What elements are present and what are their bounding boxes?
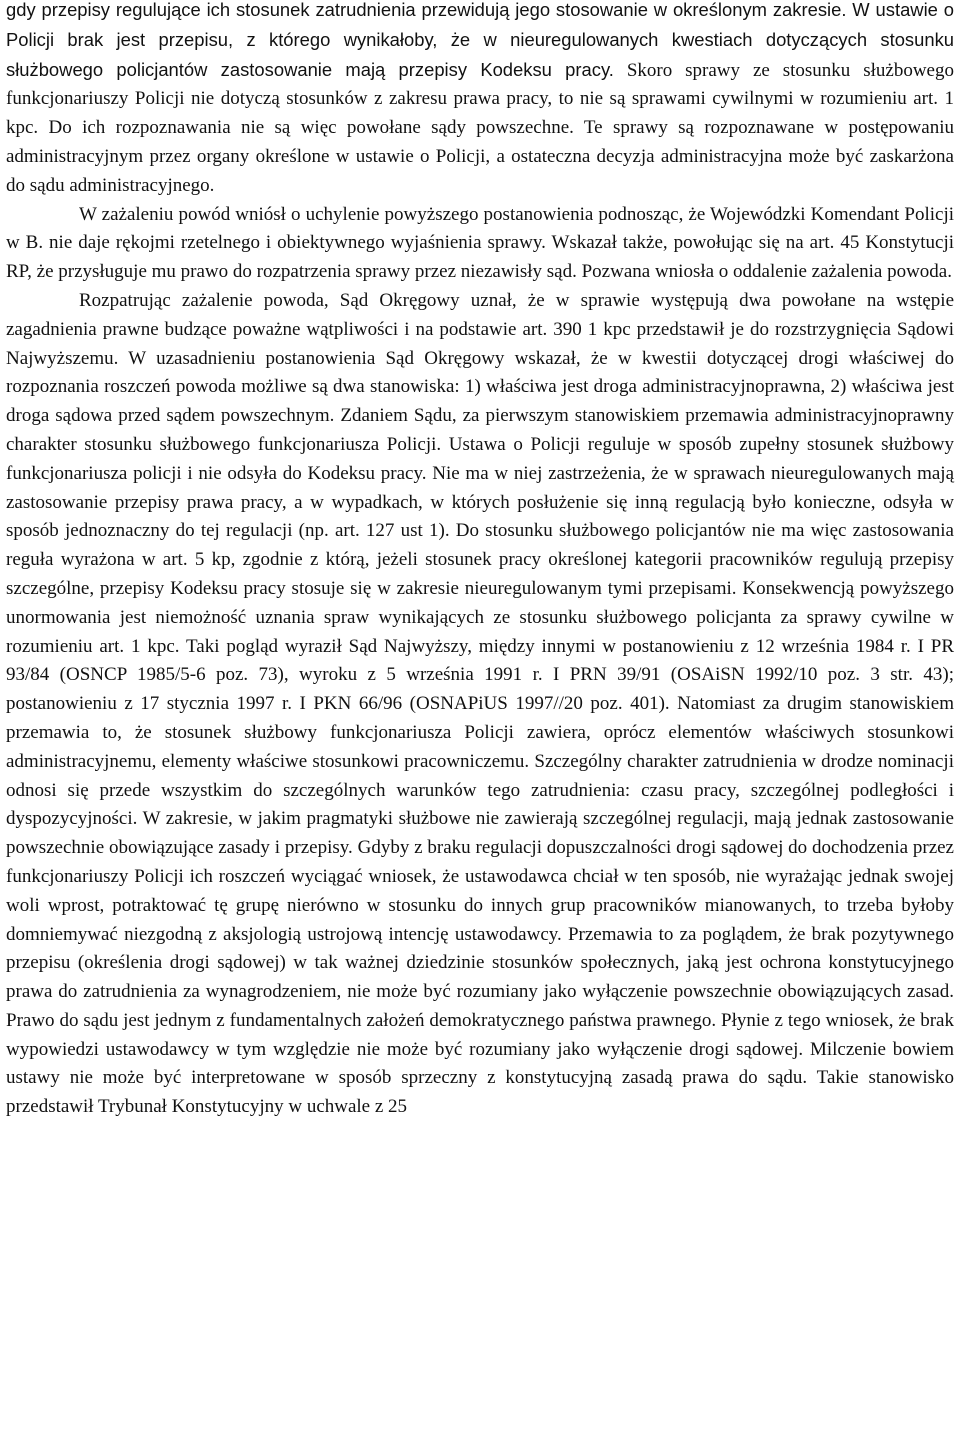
paragraph-1-part-b: Skoro sprawy ze stosunku służbowego funkcjonariuszy Policji nie dotyczą stosunków z zakresu prawa pracy, to nie są sprawami cywilnymi w rozumieniu art. 1 kpc. Do ich rozpoznawania nie są więc powołane sądy powszechne. bbox=[6, 59, 954, 139]
paragraph-1 bbox=[6, 0, 954, 201]
paragraph-1-part-a: gdy przepisy regulujące ich stosunek zatrudnienia przewidują jego stosowanie w określonym zakresie. W ustawie o Policji brak jest przepisu, z którego wynikałoby, że w nieuregulowanych kwestiach dotyczących stosunku służbowego policjantów zastosowanie mają przepisy Kodeksu pracy. bbox=[6, 0, 954, 80]
paragraph-3: Rozpatrując zażalenie powoda, Sąd Okręgowy uznał, że w sprawie występują dwa powołane na wstępie zagadnienia prawne budzące poważne wątpliwości i na podstawie art. 390 1 kpc przedstawił je do rozstrzygnięcia Sądowi Najwyższemu. W uzasadnieniu postanowienia Sąd Okręgowy wskazał, że w kwestii dotyczącej drogi właściwej do rozpoznania roszczeń powoda możliwe są dwa stanowiska: 1) właściwa jest droga administracyjnoprawna, 2) właściwa jest droga sądowa przed sądem powszechnym. Zdaniem Sądu, za pierwszym stanowiskiem przemawia administracyjnoprawny charakter stosunku służbowego funkcjonariusza Policji. Ustawa o Policji reguluje w sposób zupełny stosunek służbowy funkcjonariusza policji i nie odsyła do Kodeksu pracy. Nie ma w niej zastrzeżenia, że w sprawach nieuregulowanych mają zastosowanie przepisy prawa pracy, a w wypadkach, w których posłużenie się inną regulacją było konieczne, odsyła w sposób jednoznaczny do tej regulacji (np. art. 127 ust 1). Do stosunku służbowego policjantów nie ma więc zastosowania reguła wyrażona w art. 5 kp, zgodnie z którą, jeżeli stosunek pracy określonej kategorii pracowników regulują przepisy szczególne, przepisy Kodeksu pracy stosuje się w zakresie nieuregulowanym tymi przepisami. Konsekwencją powyższego unormowania jest niemożność uznania spraw wynikających ze stosunku służbowego policjanta za sprawy cywilne w rozumieniu art. 1 kpc. Taki pogląd wyraził Sąd Najwyższy, między innymi w postanowieniu z 12 września 1984 r. I PR 93/84 (OSNCP 1985/5-6 poz. 73), wyroku z 5 września 1991 r. I PRN 39/91 (OSAiSN 1992/10 poz. 3 str. 43); postanowieniu z 17 stycznia 1997 r. I PKN 66/96 (OSNAPiUS 1997//20 poz. 401). Natomiast za drugim stanowiskiem przemawia to, że stosunek służbowy funkcjonariusza Policji zawiera, oprócz elementów właściwych stosunkowi administracyjnemu, elementy właściwe stosunkowi pracowniczemu. Szczególny charakter zatrudnienia w drodze nominacji odnosi się przede wszystkim do szczególnych warunków tego zatrudnienia: czasu pracy, szczególnej podległości i dyspozycyjności. W zakresie, w jakim pragmatyki służbowe nie zawierają szczególnej regulacji, mają jednak zastosowanie powszechnie obowiązujące zasady i przepisy. Gdyby z braku regulacji dopuszczalności drogi sądowej do dochodzenia przez funkcjonariuszy Policji ich roszczeń wyciągać wniosek, że ustawodawca chciał w ten sposób, nie wyrażając jednak swojej woli wprost, potraktować tę grupę nierówno w stosunku do innych grup pracowników mianowanych, to trzeba byłoby domniemywać niezgodną z aksjologią ustrojową intencję ustawodawcy. Przemawia to za poglądem, że brak pozytywnego przepisu (określenia drogi sądowej) w tak ważnej dziedzinie stosunków społecznych, jaką jest ochrona konstytucyjnego prawa do zatrudnienia za wynagrodzeniem, nie może być rozumiany jako wyłączenie powszechnie obowiązujących zasad. Prawo do sądu jest jednym z fundamentalnych założeń demokratycznego państwa prawnego. Płynie z tego wniosek, że brak wypowiedzi ustawodawcy w tym względzie nie może być rozumiany jako wyłączenie drogi sądowej. Milczenie bowiem ustawy nie może być interpretowane w sposób sprzeczny z konstytucyjną zasadą prawa do sądu. Takie stanowisko przedstawił Trybunał Konstytucyjny w uchwale z 25 bbox=[6, 289, 954, 1118]
document-page bbox=[6, 0, 954, 1122]
paragraph-1-part-c: Te sprawy są rozpoznawane w postępowaniu administracyjnym przez organy określone w ustawie o Policji, a ostateczna decyzja administracyjna może być zaskarżona do sądu administracyjnego. bbox=[6, 117, 954, 196]
paragraph-2: W zażaleniu powód wniósł o uchylenie powyższego postanowienia podnosząc, że Wojewódzki Komendant Policji w B. nie daje rękojmi rzetelnego i obiektywnego wyjaśnienia sprawy. Wskazał także, powołując się na art. 45 Konstytucji RP, że przysługuje mu prawo do rozpatrzenia sprawy przez niezawisły sąd. Pozwana wniosła o oddalenie zażalenia powoda. bbox=[6, 203, 954, 283]
